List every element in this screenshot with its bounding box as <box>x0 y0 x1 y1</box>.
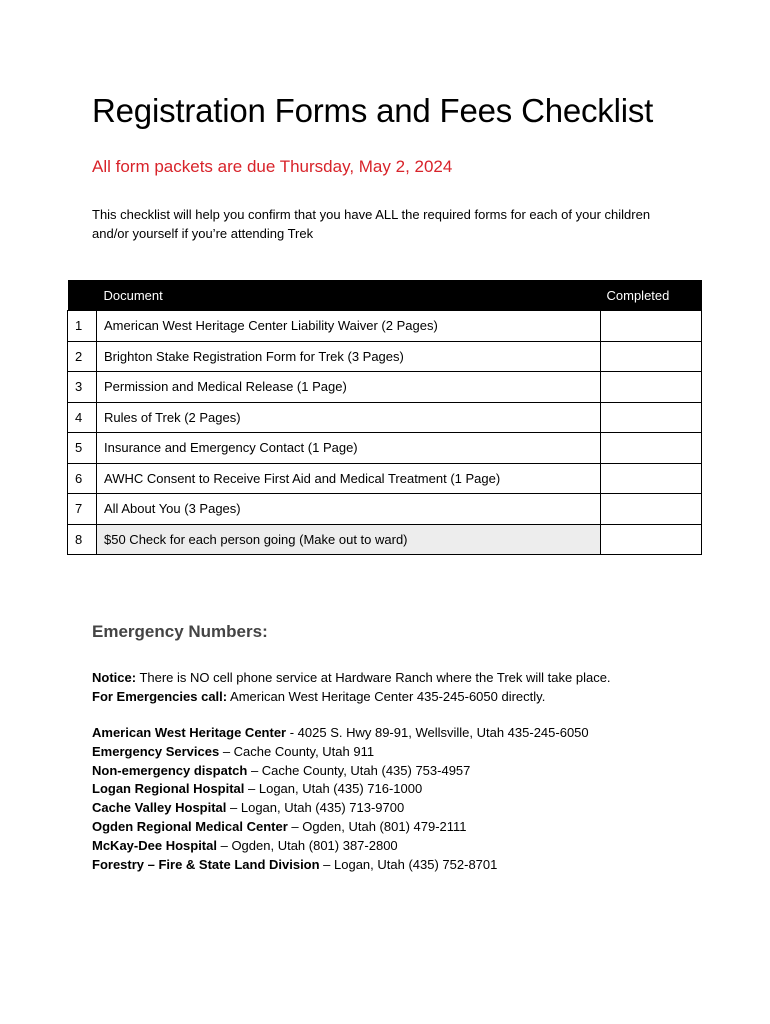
row-number: 1 <box>68 311 97 342</box>
row-number: 8 <box>68 524 97 555</box>
row-document: AWHC Consent to Receive First Aid and Medical Treatment (1 Page) <box>97 463 601 494</box>
table-row <box>68 341 702 372</box>
row-completed-cell[interactable] <box>601 433 702 464</box>
notice-label: Notice: <box>92 670 137 685</box>
row-number: 4 <box>68 402 97 433</box>
row-completed-cell[interactable] <box>601 341 702 372</box>
intro-text: This checklist will help you confirm that you have ALL the required forms for each of your children and/or yourself if you’re attending Trek <box>92 207 651 241</box>
table-row <box>68 524 702 555</box>
contact-item <box>92 818 589 837</box>
contact-name: Forestry – Fire & State Land Division <box>92 856 320 872</box>
row-number: 7 <box>68 494 97 525</box>
row-number: 3 <box>68 372 97 403</box>
row-number: 2 <box>68 341 97 372</box>
row-document: Insurance and Emergency Contact (1 Page) <box>97 433 601 464</box>
emergency-call-line <box>92 687 611 706</box>
header-completed: Completed <box>601 280 702 311</box>
emergency-notice-block <box>92 668 611 706</box>
page-title: Registration Forms and Fees Checklist <box>92 92 654 129</box>
row-completed-cell[interactable] <box>601 372 702 403</box>
contact-name: Logan Regional Hospital <box>92 781 245 797</box>
contact-item <box>92 743 589 762</box>
contact-detail: – Cache County, Utah (435) 753-4957 <box>247 762 471 778</box>
emergency-heading: Emergency Numbers: <box>92 622 268 641</box>
row-document: Permission and Medical Release (1 Page) <box>97 372 601 403</box>
row-completed-cell[interactable] <box>601 494 702 525</box>
notice-line <box>92 668 611 687</box>
contact-name: American West Heritage Center <box>92 725 287 740</box>
contact-detail: - 4025 S. Hwy 89-91, Wellsville, Utah 435-245-6050 <box>286 725 589 740</box>
contact-item <box>92 762 589 781</box>
contact-name: Non-emergency dispatch <box>92 762 248 778</box>
row-document: $50 Check for each person going (Make out to ward) <box>97 524 601 555</box>
row-document: All About You (3 Pages) <box>97 494 601 525</box>
table-row <box>68 402 702 433</box>
contact-detail: – Logan, Utah (435) 752-8701 <box>319 856 498 872</box>
row-document: Brighton Stake Registration Form for Trek (3 Pages) <box>97 341 601 372</box>
contact-detail: – Cache County, Utah 911 <box>219 743 375 759</box>
table-row <box>68 311 702 342</box>
contact-name: Ogden Regional Medical Center <box>92 818 288 834</box>
forms-checklist-table <box>67 280 702 555</box>
emergency-contacts-list <box>92 724 589 874</box>
contact-name: McKay-Dee Hospital <box>92 837 217 853</box>
contact-item <box>92 724 589 743</box>
row-document: American West Heritage Center Liability Waiver (2 Pages) <box>97 311 601 342</box>
contact-detail: – Ogden, Utah (801) 479-2111 <box>287 818 467 834</box>
row-document: Rules of Trek (2 Pages) <box>97 402 601 433</box>
contact-item <box>92 837 589 856</box>
row-completed-cell[interactable] <box>601 402 702 433</box>
row-completed-cell[interactable] <box>601 524 702 555</box>
contact-detail: – Logan, Utah (435) 716-1000 <box>244 781 423 797</box>
row-completed-cell[interactable] <box>601 311 702 342</box>
row-number: 5 <box>68 433 97 464</box>
contact-name: Cache Valley Hospital <box>92 800 227 816</box>
emergency-call-label: For Emergencies call: <box>92 689 228 704</box>
contact-item <box>92 780 589 799</box>
notice-text: There is NO cell phone service at Hardware Ranch where the Trek will take place. <box>136 670 611 685</box>
table-row <box>68 372 702 403</box>
row-completed-cell[interactable] <box>601 463 702 494</box>
contact-name: Emergency Services <box>92 743 220 759</box>
emergency-call-text: American West Heritage Center 435-245-6050 directly. <box>227 689 546 704</box>
row-number: 6 <box>68 463 97 494</box>
contact-item <box>92 856 589 875</box>
header-document: Document <box>97 280 601 311</box>
contact-detail: – Logan, Utah (435) 713-9700 <box>226 800 405 816</box>
table-row <box>68 463 702 494</box>
header-num <box>68 280 97 311</box>
table-header-row <box>68 280 702 311</box>
contact-detail: – Ogden, Utah (801) 387-2800 <box>216 837 398 853</box>
contact-item <box>92 799 589 818</box>
table-row <box>68 433 702 464</box>
table-row <box>68 494 702 525</box>
due-date-notice: All form packets are due Thursday, May 2, 2024 <box>92 157 453 176</box>
